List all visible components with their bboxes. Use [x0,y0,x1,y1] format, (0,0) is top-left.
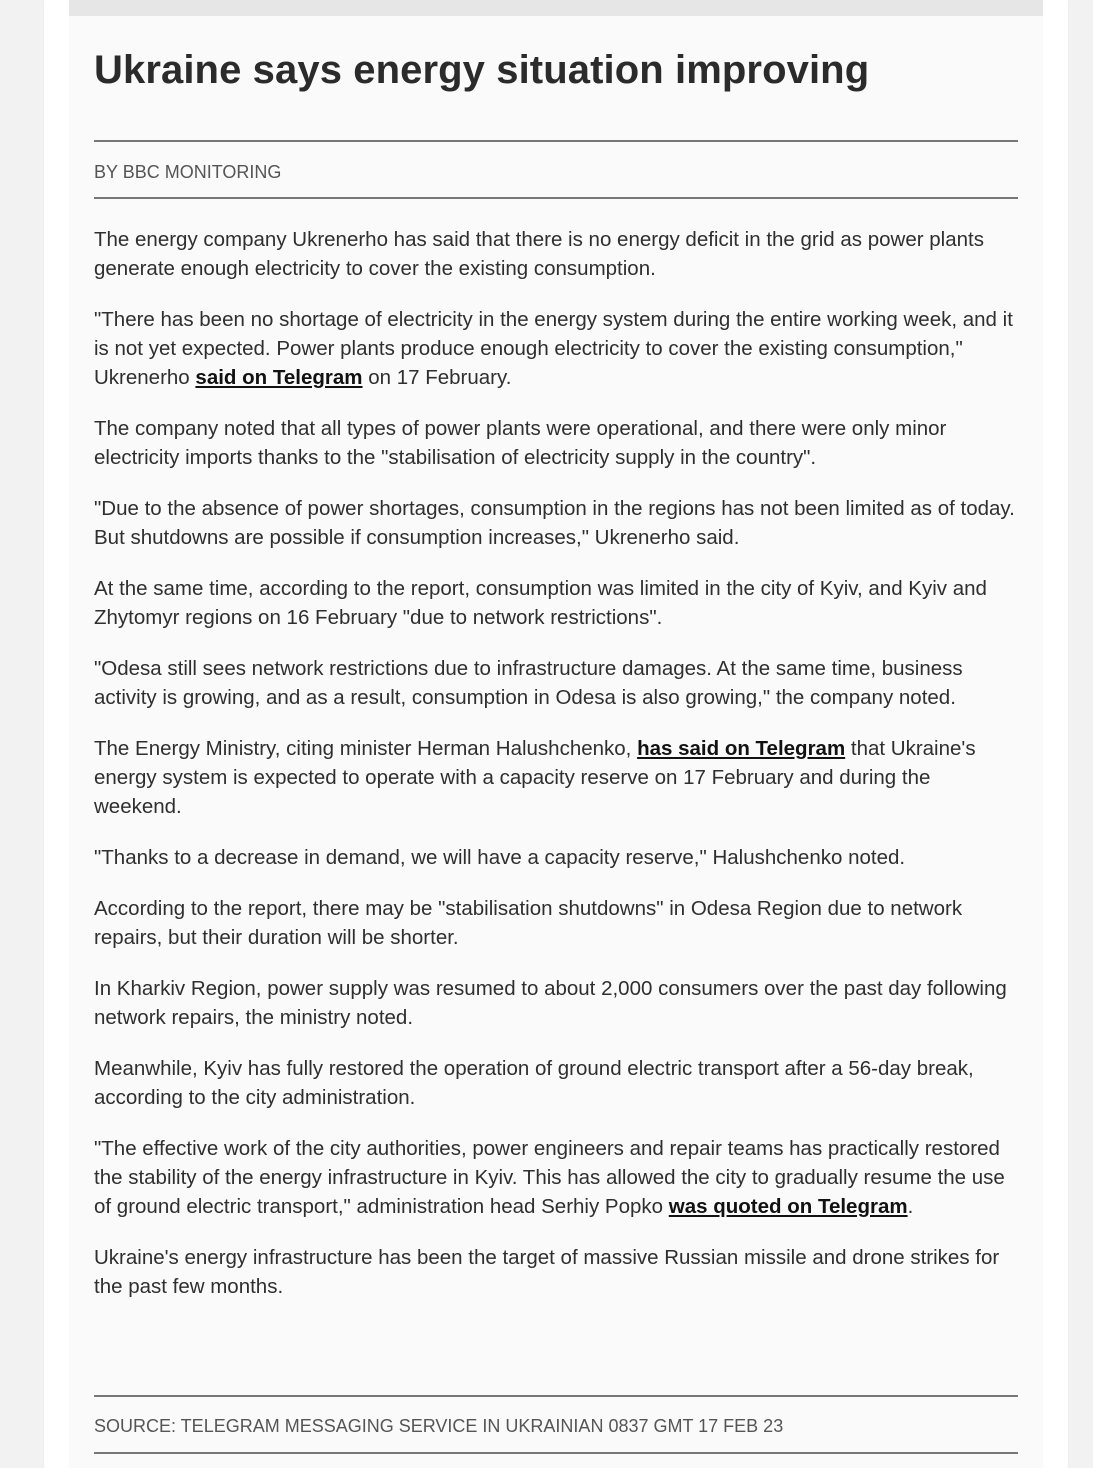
paragraph-text: "Due to the absence of power shortages, consumption in the regions has not been limited as of today. But shutdowns are possible if consumption increases," Ukrenerho said. [94,497,1015,549]
byline: BY BBC MONITORING [94,162,282,182]
paragraph-10 [94,974,1018,1032]
paragraph-text: "There has been no shortage of electricity in the energy system during the entire working week, and it is not yet expected. Power plants produce enough electricity to cover the existing consumption," Ukrenerho [94,308,1013,389]
paragraph-6 [94,654,1018,712]
paragraph-text: Meanwhile, Kyiv has fully restored the operation of ground electric transport after a 56-day break, according to the city administration. [94,1057,974,1109]
paragraph-12 [94,1134,1018,1221]
paragraph-text: In Kharkiv Region, power supply was resumed to about 2,000 consumers over the past day following network repairs, the ministry noted. [94,977,1007,1029]
paragraph-text: on 17 February. [362,366,512,389]
paragraph-text: According to the report, there may be "stabilisation shutdowns" in Odesa Region due to network repairs, but their duration will be shorter. [94,897,963,949]
paragraph-1 [94,225,1018,283]
telegram-link-popko[interactable]: was quoted on Telegram [668,1195,908,1218]
paragraph-8 [94,843,1018,872]
paragraph-text: Ukraine's energy infrastructure has been the target of massive Russian missile and drone strikes for the past few months. [94,1246,1000,1298]
paragraph-7 [94,734,1018,821]
paragraph-text: The Energy Ministry, citing minister Herman Halushchenko, [94,737,638,760]
divider-byline [94,197,1018,199]
telegram-link-ukrenerho[interactable]: said on Telegram [195,366,363,389]
article-body [94,225,1018,1323]
paragraph-text: "Odesa still sees network restrictions due to infrastructure damages. At the same time, business activity is growing, and as a result, consumption in Odesa is also growing," the company noted. [94,657,963,709]
divider-top [94,140,1018,142]
paragraph-5 [94,574,1018,632]
telegram-link-ministry[interactable]: has said on Telegram [637,737,846,760]
paragraph-11 [94,1054,1018,1112]
paragraph-3 [94,414,1018,472]
paragraph-text: "Thanks to a decrease in demand, we will have a capacity reserve," Halushchenko noted. [94,846,906,869]
article-title: Ukraine says energy situation improving [94,48,870,92]
paragraph-2 [94,305,1018,392]
paragraph-13 [94,1243,1018,1301]
source-line: SOURCE: TELEGRAM MESSAGING SERVICE IN UKRAINIAN 0837 GMT 17 FEB 23 [94,1416,784,1436]
paragraph-text: that Ukraine's energy system is expected to operate with a capacity reserve on 17 February and during the weekend. [94,737,976,818]
divider-bottom [94,1452,1018,1454]
paragraph-9 [94,894,1018,952]
top-strip [69,0,1043,16]
paragraph-text: . [907,1195,914,1218]
paragraph-text: The energy company Ukrenerho has said that there is no energy deficit in the grid as power plants generate enough electricity to cover the existing consumption. [94,228,984,280]
divider-source [94,1395,1018,1397]
paragraph-4 [94,494,1018,552]
paragraph-text: At the same time, according to the report, consumption was limited in the city of Kyiv, and Kyiv and Zhytomyr regions on 16 February "due to network restrictions". [94,577,987,629]
paragraph-text: "The effective work of the city authorities, power engineers and repair teams has practically restored the stability of the energy infrastructure in Kyiv. This has allowed the city to gradually resume the use of ground electric transport," administration head Serhiy Popko [94,1137,1005,1218]
paragraph-text: The company noted that all types of power plants were operational, and there were only minor electricity imports thanks to the "stabilisation of electricity supply in the country". [94,417,947,469]
